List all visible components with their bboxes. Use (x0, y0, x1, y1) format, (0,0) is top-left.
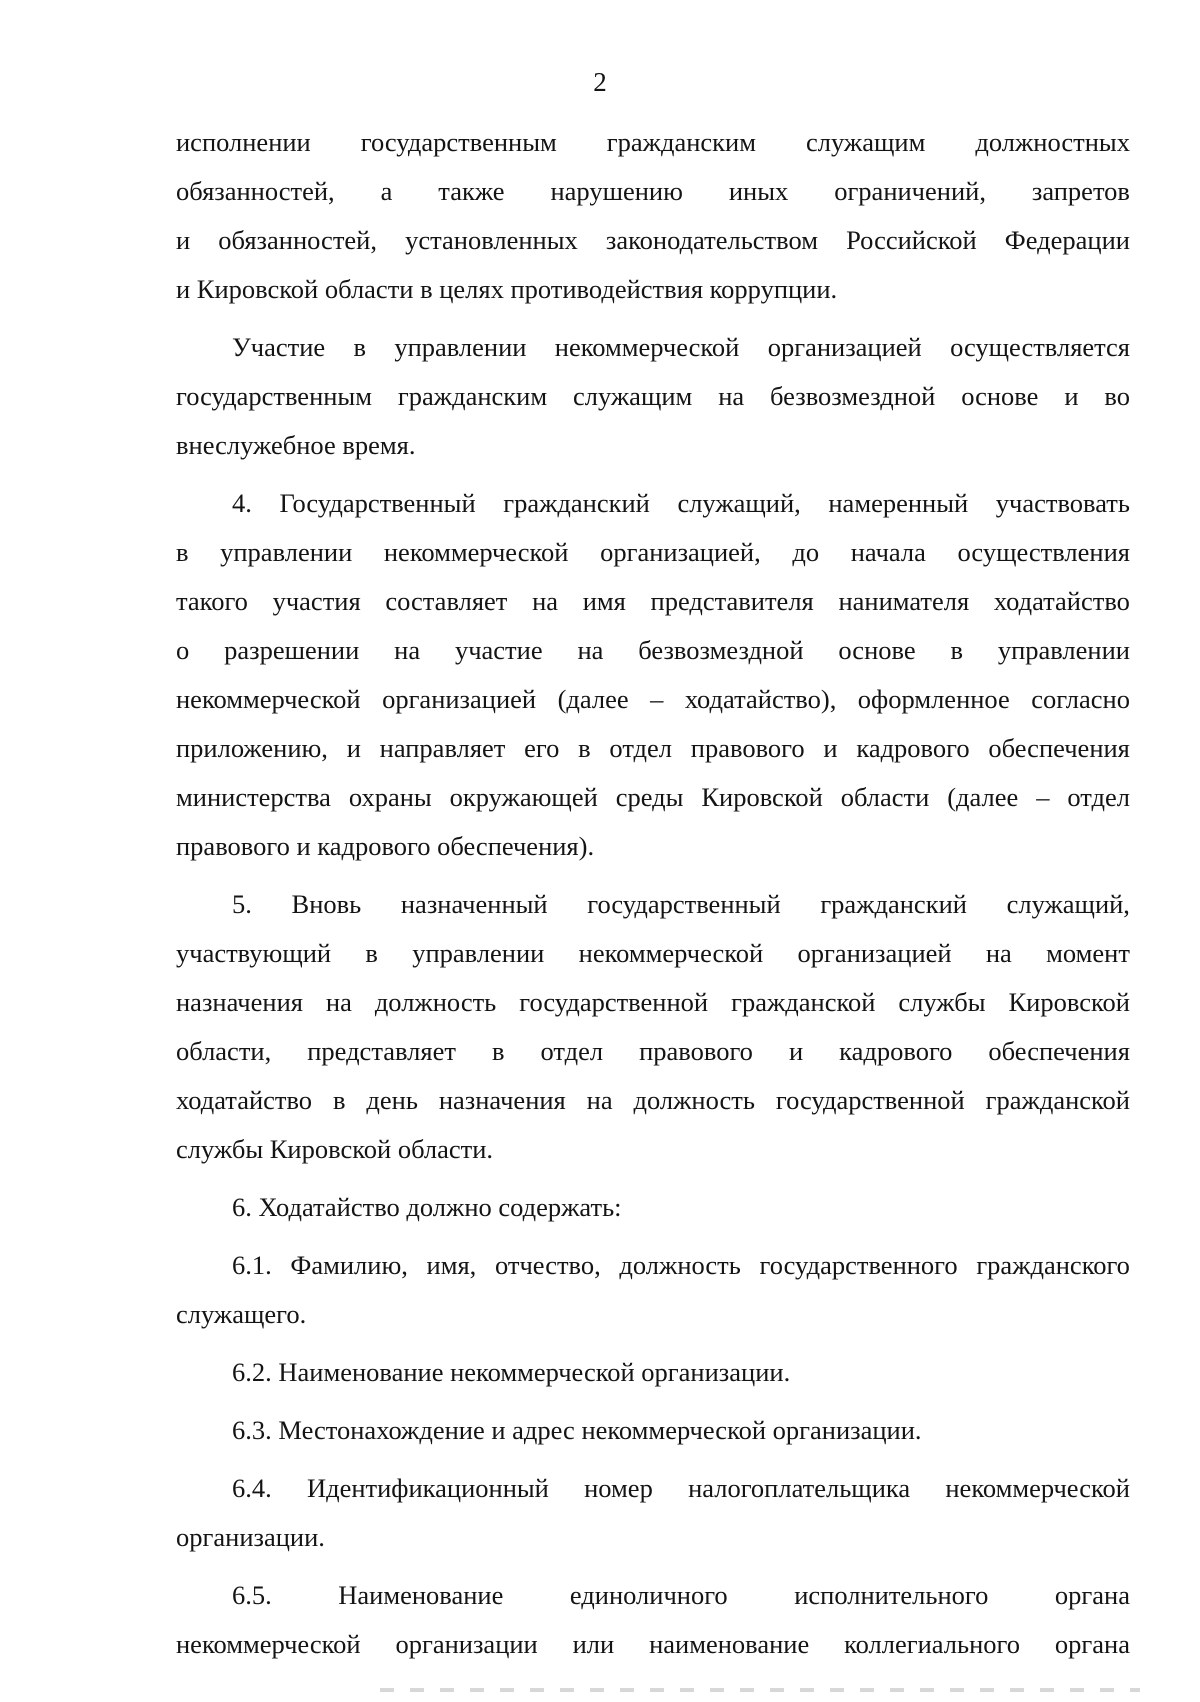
word: кадрового (839, 1036, 953, 1066)
word: Вновь (291, 889, 362, 919)
word: и (823, 733, 838, 763)
word: управлении (220, 537, 353, 567)
word: правового (639, 1036, 753, 1066)
word: налогоплательщика (688, 1473, 911, 1503)
word: ходатайство (176, 1085, 313, 1115)
word: на (718, 381, 745, 411)
word: иных (728, 176, 789, 206)
text-line (176, 577, 1130, 626)
word: участия (272, 586, 361, 616)
word: министерства (176, 782, 331, 812)
word: некоммерческой (383, 537, 569, 567)
word: на (532, 586, 559, 616)
word: разрешении (224, 635, 360, 665)
text-line (176, 978, 1130, 1027)
word: запретов (1031, 176, 1130, 206)
word: – (650, 684, 664, 714)
paragraph (176, 1406, 1130, 1455)
word: на (325, 987, 352, 1017)
text-line (176, 372, 1130, 421)
word: служащим (572, 381, 693, 411)
word: должностных (975, 127, 1130, 157)
word: нарушению (550, 176, 683, 206)
word: области, (176, 1036, 272, 1066)
word: Участие (232, 332, 326, 362)
word: участвующий (176, 938, 332, 968)
word: должность (619, 1250, 741, 1280)
word: отдел (1067, 782, 1130, 812)
word: осуществления (957, 537, 1130, 567)
word: организацией (767, 332, 922, 362)
paragraph (176, 323, 1130, 470)
text-line (176, 675, 1130, 724)
word: коллегиального (844, 1629, 1020, 1659)
word: момент (1046, 938, 1130, 968)
word: на (586, 1085, 613, 1115)
word: назначенный (400, 889, 548, 919)
word: гражданский (820, 889, 967, 919)
word: гражданской (985, 1085, 1130, 1115)
text-line (176, 1027, 1130, 1076)
word: (далее (947, 782, 1019, 812)
paragraph (176, 1464, 1130, 1562)
text-line (176, 323, 1130, 372)
word: в (950, 635, 963, 665)
text-line (176, 773, 1130, 822)
word: осуществляется (950, 332, 1130, 362)
word: Кировской (1008, 987, 1130, 1017)
text-line (176, 880, 1130, 929)
word: государственный (587, 889, 781, 919)
word: во (1104, 381, 1130, 411)
text-line (176, 1571, 1130, 1620)
word: в (176, 537, 189, 567)
word: некоммерческой (945, 1473, 1130, 1503)
word: гражданского (976, 1250, 1130, 1280)
word: а (380, 176, 393, 206)
word: 5. (232, 889, 252, 919)
word: гражданским (397, 381, 548, 411)
word: государственным (176, 381, 373, 411)
word: на (394, 635, 421, 665)
text-line: организации. (176, 1522, 325, 1552)
word: или (572, 1629, 615, 1659)
word: окружающей (449, 782, 598, 812)
word: его (524, 733, 560, 763)
word: Государственный (279, 488, 476, 518)
word: гражданским (606, 127, 757, 157)
word: области (840, 782, 930, 812)
paragraph (176, 479, 1130, 871)
word: составляет (385, 586, 508, 616)
word: органа (1054, 1580, 1130, 1610)
text-line (176, 528, 1130, 577)
word: отдел (609, 733, 673, 763)
paragraph (176, 880, 1130, 1174)
word: ходатайство (993, 586, 1130, 616)
text-line (176, 724, 1130, 773)
word: служащий, (1006, 889, 1130, 919)
word: государственной (519, 987, 709, 1017)
word: организацией (797, 938, 952, 968)
paragraph (176, 1348, 1130, 1397)
word: организации (395, 1629, 538, 1659)
text-line (176, 216, 1130, 265)
word: и (788, 1036, 804, 1066)
text-line: 6.2. Наименование некоммерческой организации. (232, 1357, 791, 1387)
word: единоличного (569, 1580, 728, 1610)
word: намеренный (828, 488, 969, 518)
text-line (176, 479, 1130, 528)
text-line (176, 1076, 1130, 1125)
word: и (346, 733, 361, 763)
word: такого (176, 586, 248, 616)
word: Кировской (701, 782, 823, 812)
word: обязанностей, (176, 176, 335, 206)
word: некоммерческой (176, 1629, 361, 1659)
word: управлении (394, 332, 527, 362)
word: в (353, 332, 366, 362)
word: законодательством (605, 225, 818, 255)
word: и (176, 225, 191, 255)
word: (далее (557, 684, 629, 714)
word: отдел (540, 1036, 604, 1066)
word: обеспечения (988, 1036, 1130, 1066)
text-line: 6. Ходатайство должно содержать: (232, 1192, 622, 1222)
word: представителя (650, 586, 814, 616)
word: обязанностей, (218, 225, 377, 255)
word: в (332, 1085, 346, 1115)
text-line: правового и кадрового обеспечения). (176, 831, 595, 861)
word: Наименование (338, 1580, 504, 1610)
word: нанимателя (838, 586, 970, 616)
word: Фамилию, (290, 1250, 408, 1280)
word: имя (582, 586, 626, 616)
word: оформленное (857, 684, 1010, 714)
text-line: и Кировской области в целях противодействия коррупции. (176, 274, 838, 304)
scan-artifact (380, 1688, 1140, 1692)
word: в (491, 1036, 505, 1066)
word: Российской (846, 225, 977, 255)
word: на (577, 635, 604, 665)
word: служащим (806, 127, 926, 157)
word: основе (838, 635, 916, 665)
word: государственного (759, 1250, 958, 1280)
word: установленных (405, 225, 578, 255)
word: кадрового (856, 733, 970, 763)
word: в (365, 938, 378, 968)
word: имя, (426, 1250, 477, 1280)
word: гражданский (503, 488, 650, 518)
paragraph (176, 118, 1130, 314)
word: 6.4. (232, 1473, 272, 1503)
word: начала (850, 537, 926, 567)
word: ходатайство), (684, 684, 837, 714)
word: согласно (1031, 684, 1130, 714)
word: управлении (412, 938, 545, 968)
word: о (176, 635, 190, 665)
word: исполнительного (794, 1580, 989, 1610)
word: некоммерческой (578, 938, 764, 968)
paragraph (176, 1571, 1130, 1669)
word: Федерации (1004, 225, 1130, 255)
word: наименование (649, 1629, 810, 1659)
word: на (985, 938, 1012, 968)
word: некоммерческой (554, 332, 740, 362)
paragraph (176, 1241, 1130, 1339)
word: органа (1054, 1629, 1130, 1659)
text-line (176, 1620, 1130, 1669)
word: 6.1. (232, 1250, 272, 1280)
word: организацией, (600, 537, 761, 567)
word: также (438, 176, 505, 206)
word: участие (454, 635, 543, 665)
text-line: службы Кировской области. (176, 1134, 494, 1164)
word: безвозмездной (638, 635, 804, 665)
word: управлении (997, 635, 1130, 665)
word: среды (615, 782, 684, 812)
word: назначения (438, 1085, 566, 1115)
document-body (176, 118, 1130, 1678)
word: в (578, 733, 591, 763)
word: охраны (348, 782, 432, 812)
word: гражданской (731, 987, 876, 1017)
word: службы (898, 987, 986, 1017)
text-line: внеслужебное время. (176, 430, 416, 460)
word: представляет (307, 1036, 456, 1066)
text-line: служащего. (176, 1299, 307, 1329)
word: ограничений, (834, 176, 986, 206)
word: безвозмездной (770, 381, 936, 411)
word: направляет (379, 733, 506, 763)
word: день (366, 1085, 418, 1115)
word: отчество, (494, 1250, 601, 1280)
word: Идентификационный (306, 1473, 549, 1503)
text-line (176, 626, 1130, 675)
word: – (1036, 782, 1050, 812)
text-line: 6.3. Местонахождение и адрес некоммерческой организации. (232, 1415, 922, 1445)
text-line (176, 929, 1130, 978)
word: до (792, 537, 820, 567)
text-line (176, 1464, 1130, 1513)
word: участвовать (995, 488, 1130, 518)
word: исполнении (176, 127, 311, 157)
word: должность (633, 1085, 755, 1115)
word: и (1064, 381, 1079, 411)
word: назначения (176, 987, 303, 1017)
word: организацией (382, 684, 537, 714)
word: государственной (775, 1085, 965, 1115)
word: служащий, (677, 488, 801, 518)
word: некоммерческой (176, 684, 361, 714)
text-line (176, 1241, 1130, 1290)
paragraph (176, 1183, 1130, 1232)
page-number: 2 (593, 67, 607, 97)
word: государственным (360, 127, 557, 157)
word: основе (961, 381, 1039, 411)
word: должность (374, 987, 497, 1017)
text-line (176, 118, 1130, 167)
word: номер (584, 1473, 653, 1503)
word: 6.5. (232, 1580, 272, 1610)
word: 4. (232, 488, 252, 518)
word: обеспечения (988, 733, 1130, 763)
word: правового (690, 733, 805, 763)
text-line (176, 167, 1130, 216)
word: приложению, (176, 733, 328, 763)
